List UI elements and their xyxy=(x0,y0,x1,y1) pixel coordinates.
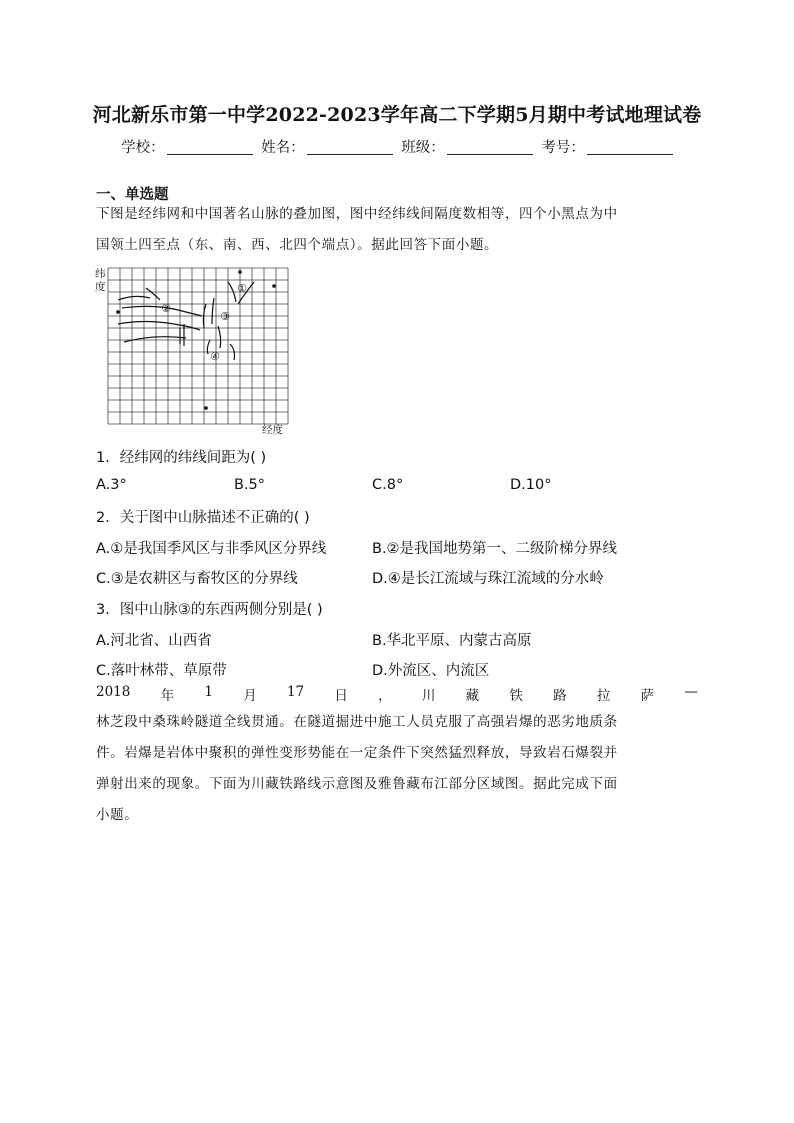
marker-3: ③ xyxy=(220,310,230,323)
q1-option-b[interactable]: B.5° xyxy=(234,477,266,493)
q3-option-a[interactable]: A.河北省、山西省 xyxy=(96,633,212,649)
question-2-options xyxy=(96,537,698,587)
mountain-lines xyxy=(118,282,254,360)
q3-option-c[interactable]: C.落叶林带、草原带 xyxy=(96,663,227,679)
mountain-line xyxy=(212,298,214,324)
text-token: 2018 xyxy=(96,684,131,700)
question-3-stem: 3．图中山脉③的东西两侧分别是( ) xyxy=(96,602,323,618)
name-label: 姓名： xyxy=(261,140,305,156)
q2-option-b[interactable]: B.②是我国地势第一、二级阶梯分界线 xyxy=(372,541,618,557)
east-point xyxy=(272,284,276,288)
text-token: 萨 xyxy=(640,688,655,704)
west-point xyxy=(116,310,120,314)
q2-option-c[interactable]: C.③是农耕区与畜牧区的分界线 xyxy=(96,571,298,587)
student-info-line xyxy=(0,136,794,157)
text-token: 藏 xyxy=(465,688,480,704)
name-blank xyxy=(307,140,393,155)
text-token: 拉 xyxy=(596,688,611,704)
question-2-stem: 2．关于图中山脉描述不正确的( ) xyxy=(96,510,310,526)
q1-option-d[interactable]: D.10° xyxy=(510,477,552,493)
intro-line: 林芝段中桑珠岭隧道全线贯通。在隧道掘进中施工人员克服了高强岩爆的恶劣地质条 xyxy=(96,714,618,730)
mountain-line xyxy=(118,322,200,331)
text-token: 川 xyxy=(421,688,436,704)
exam-number-label: 考号： xyxy=(541,140,585,156)
school-blank xyxy=(167,140,253,155)
class-label: 班级： xyxy=(401,140,445,156)
marker-2: ② xyxy=(161,302,171,315)
intro-line: 件。岩爆是岩体中聚积的弹性变形势能在一定条件下突然猛烈释放，导致岩石爆裂并 xyxy=(96,745,618,761)
question-1-options xyxy=(96,477,698,497)
question-1-stem: 1．经纬网的纬线间距为( ) xyxy=(96,450,267,466)
text-token: 铁 xyxy=(509,688,523,704)
question-3-options xyxy=(96,629,698,679)
marker-4: ④ xyxy=(210,350,220,363)
text-token: 月 xyxy=(243,688,257,704)
text-token: 路 xyxy=(553,688,567,704)
north-point xyxy=(238,270,242,274)
text-token: 17 xyxy=(286,684,305,700)
q1-option-c[interactable]: C.8° xyxy=(372,477,404,493)
q2-option-d[interactable]: D.④是长江流域与珠江流域的分水岭 xyxy=(372,571,604,587)
page-title: 河北新乐市第一中学2022-2023学年高二下学期5月期中考试地理试卷 xyxy=(92,104,702,126)
exam-number-blank xyxy=(587,140,673,155)
x-axis-label: 经度 xyxy=(262,424,283,436)
text-token: ， xyxy=(378,688,392,704)
text-token: 1 xyxy=(204,684,213,700)
intro-line: 下图是经纬网和中国著名山脉的叠加图，图中经纬线间隔度数相等，四个小黑点为中 xyxy=(96,206,618,222)
graticule-map xyxy=(94,264,294,439)
section-heading: 一、单选题 xyxy=(96,187,169,203)
mountain-line xyxy=(146,288,160,300)
intro-2-first-line xyxy=(96,684,698,704)
q1-option-a[interactable]: A.3° xyxy=(96,477,127,493)
text-token: 日 xyxy=(334,688,348,704)
q2-option-a[interactable]: A.①是我国季风区与非季风区分界线 xyxy=(96,541,327,557)
school-label: 学校： xyxy=(121,140,165,156)
intro-line: 国领土四至点（东、南、西、北四个端点）。据此回答下面小题。 xyxy=(96,237,499,253)
mountain-line xyxy=(218,326,221,348)
q3-option-d[interactable]: D.外流区、内流区 xyxy=(372,663,490,679)
intro-line: 小题。 xyxy=(96,807,139,823)
intro-paragraph-1 xyxy=(96,199,698,261)
marker-1: ① xyxy=(237,282,247,295)
intro-line: 弹射出来的现象。下面为川藏铁路线示意图及雅鲁藏布江部分区域图。据此完成下面 xyxy=(96,776,618,792)
y-axis-label: 纬度 xyxy=(95,268,106,293)
mountain-line xyxy=(124,337,186,342)
intro-paragraph-2 xyxy=(96,707,698,831)
class-blank xyxy=(447,140,533,155)
mountain-line xyxy=(118,296,150,300)
grid-lines xyxy=(108,268,288,424)
graticule-figure xyxy=(94,264,294,439)
south-point xyxy=(204,406,208,410)
text-token: 年 xyxy=(160,688,175,704)
q3-option-b[interactable]: B.华北平原、内蒙古高原 xyxy=(372,633,532,649)
text-token: — xyxy=(684,684,698,700)
